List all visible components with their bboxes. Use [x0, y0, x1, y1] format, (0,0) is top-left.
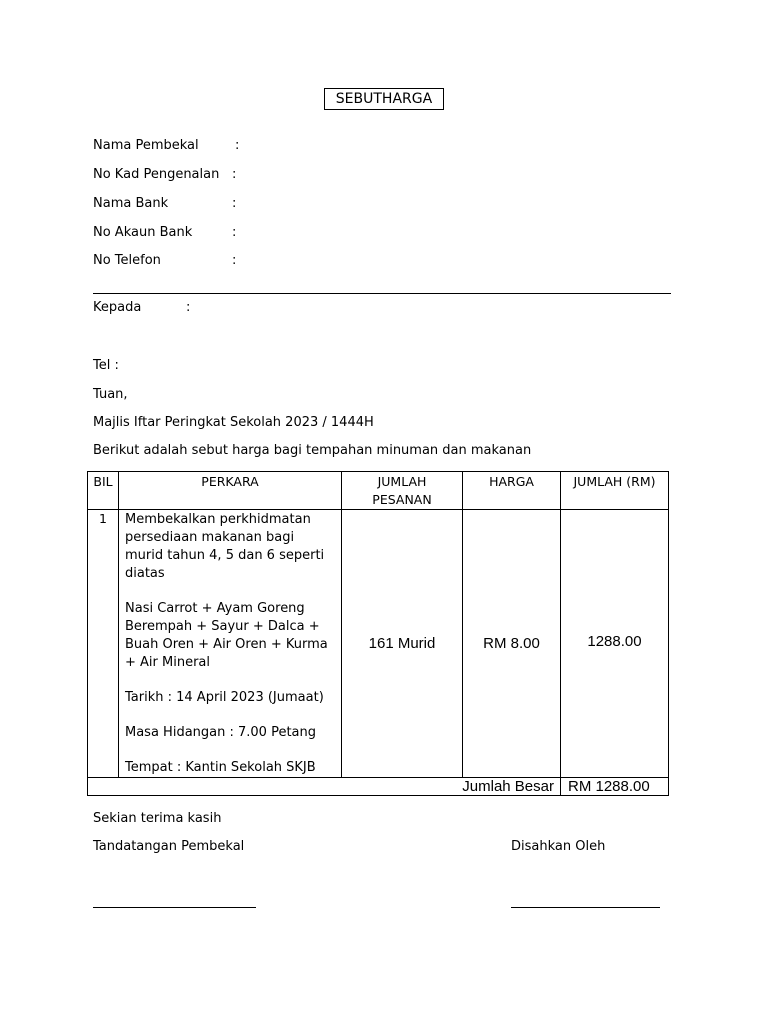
- closing-text: Sekian terima kasih: [93, 811, 222, 826]
- field-colon: :: [235, 138, 240, 153]
- header-jumlah-pesanan-line1: JUMLAH: [377, 474, 427, 489]
- header-jumlah-pesanan-line2: PESANAN: [372, 492, 432, 507]
- signature-approved-label: Disahkan Oleh: [511, 839, 606, 854]
- header-perkara: PERKARA: [119, 472, 342, 510]
- description-menu: Nasi Carrot + Ayam Goreng Berempah + Sayur + Dalca + Buah Oren + Air Oren + Kurma + Air Mineral: [125, 601, 328, 670]
- total-value: RM 1288.00: [561, 778, 669, 796]
- subject-line: Majlis Iftar Peringkat Sekolah 2023 / 1444H: [93, 415, 374, 430]
- header-bil: BIL: [88, 472, 119, 510]
- row-quantity: 161 Murid: [342, 510, 463, 778]
- header-harga: HARGA: [463, 472, 561, 510]
- separator-line: [93, 293, 671, 294]
- table-row: [88, 510, 669, 778]
- field-colon: :: [232, 225, 237, 240]
- signature-line-supplier: [93, 907, 256, 908]
- signature-supplier-label: Tandatangan Pembekal: [93, 839, 245, 854]
- row-amount: 1288.00: [561, 510, 669, 778]
- field-label-no-akaun-bank: No Akaun Bank: [93, 225, 193, 240]
- field-colon: :: [232, 253, 237, 268]
- row-price: RM 8.00: [463, 510, 561, 778]
- header-jumlah-rm: JUMLAH (RM): [561, 472, 669, 510]
- description-service: Membekalkan perkhidmatan persediaan makanan bagi murid tahun 4, 5 dan 6 seperti diatas: [125, 512, 325, 581]
- quotation-table: [87, 471, 669, 796]
- recipient-colon: :: [186, 300, 191, 315]
- field-label-no-telefon: No Telefon: [93, 253, 161, 268]
- field-label-nama-bank: Nama Bank: [93, 196, 169, 211]
- field-colon: :: [232, 196, 237, 211]
- intro-line: Berikut adalah sebut harga bagi tempahan minuman dan makanan: [93, 443, 532, 458]
- description-date: Tarikh : 14 April 2023 (Jumaat): [125, 690, 324, 705]
- table-total-row: [88, 778, 669, 796]
- field-label-no-kad-pengenalan: No Kad Pengenalan: [93, 167, 220, 182]
- description-venue: Tempat : Kantin Sekolah SKJB: [125, 760, 316, 775]
- row-description: [119, 510, 342, 778]
- signature-line-approved: [511, 907, 660, 908]
- description-time: Masa Hidangan : 7.00 Petang: [125, 725, 317, 740]
- document-title: SEBUTHARGA: [324, 88, 444, 110]
- greeting: Tuan,: [93, 387, 128, 402]
- recipient-label: Kepada: [93, 300, 142, 315]
- header-jumlah-pesanan: [342, 472, 463, 510]
- row-bil: 1: [88, 510, 119, 778]
- tel-line: Tel :: [93, 358, 119, 373]
- field-label-nama-pembekal: Nama Pembekal: [93, 138, 199, 153]
- table-header-row: [88, 472, 669, 510]
- field-colon: :: [232, 167, 237, 182]
- total-label: Jumlah Besar: [88, 778, 561, 796]
